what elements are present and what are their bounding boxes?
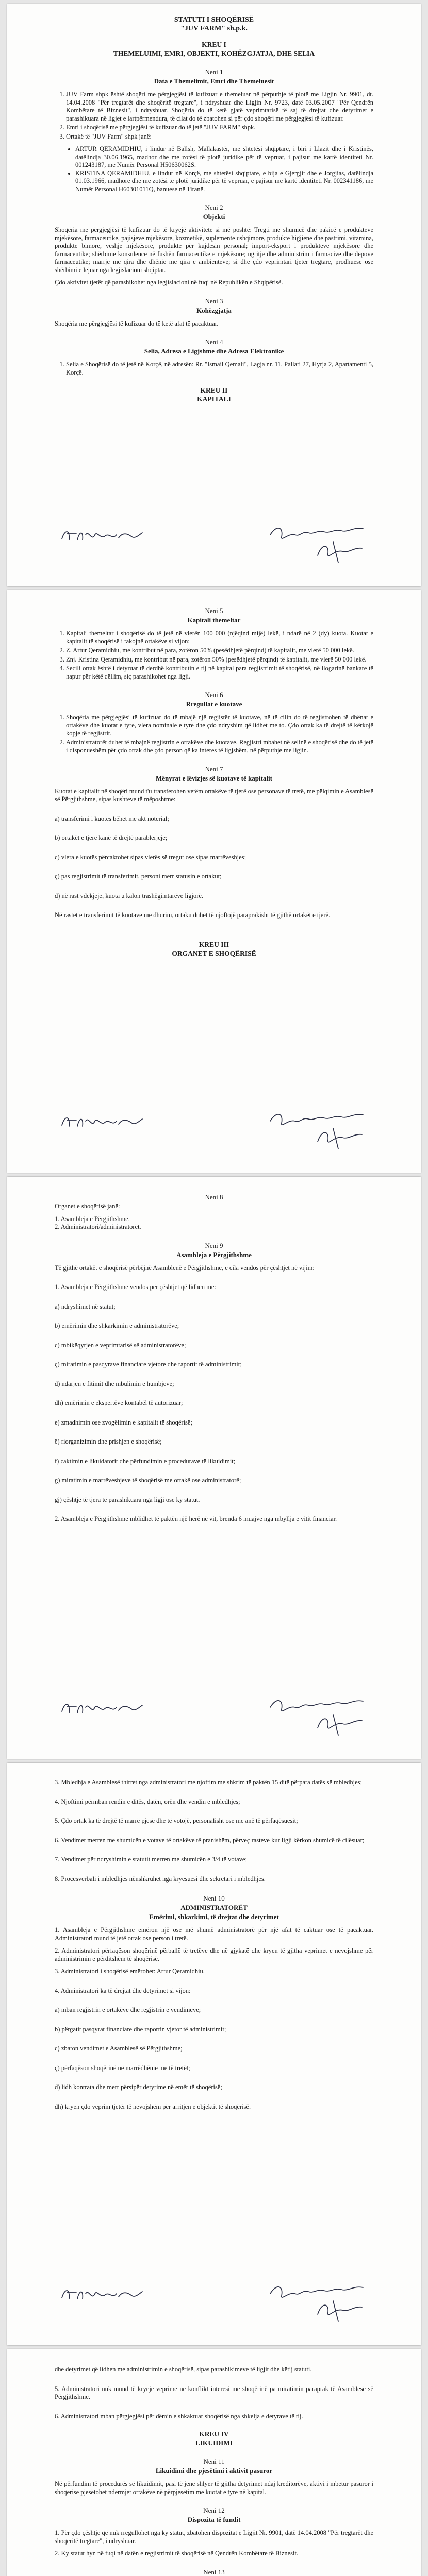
list-item: 2. Administratorët duhet të mbajnë regjistrin e ortakëve dhe kuotave. Regjistri mbahet në selinë e shoqërisë dhe do të jetë i disponueshëm për çdo ortak dhe çdo person që ka interes të ligjshëm, në përputhje me ligjin. <box>66 739 373 755</box>
list-item: a) transferimi i kuotës bëhet me akt noterial; <box>55 815 169 822</box>
article-10-continued-2: 5. Administratori nuk mund të kryejë veprime në konflikt interesi me shoqërinë pa miratimin paraprak të Asamblesë së Përgjithshme. <box>55 2385 373 2400</box>
chapter-2-title: KAPITALI <box>197 395 231 403</box>
article-6-list <box>55 714 373 755</box>
article-9-text-3: 2. Asambleja e Përgjithshme mblidhet të paktën një herë në vit, brenda 6 muajve nga mbyllja e vitit financiar. <box>55 1515 337 1522</box>
article-10-item: 3. Administratori i shoqërisë emërohet: Artur Qeramidhiu. <box>55 1968 205 1975</box>
list-item: • ARTUR QERAMIDHIU, i lindur në Ballsh, Mallakastër, me shtetësi shqiptare, i biri i Llazit dhe i Kristinës, datëlindja 30.06.1965, madhor dhe me zotësi të plotë juridike për të vepruar, i pajisur me kartë identiteti Nr. 001243187, me Numër Personal H50630062S. <box>75 145 373 170</box>
article-1-title: Data e Themelimit, Emri dhe Themeluesit <box>154 77 274 85</box>
article-10-item: 2. Administratori përfaqëson shoqërinë përballë të tretëve dhe në gjykatë dhe kryen të gjitha veprimet e nevojshme për administrimin e përditshëm të shoqërisë. <box>55 1947 373 1962</box>
signature-row <box>59 1692 369 1749</box>
chapter-1-label: KREU I <box>202 41 226 48</box>
list-item: 5. Çdo ortak ka të drejtë të marrë pjesë dhe të votojë, personalisht ose me anë të përfaqësuesit; <box>55 1817 298 1824</box>
list-item: • KRISTINA QERAMIDHIU, e lindur në Korçë, me shtetësi shqiptare, e bija e Gjergjit dhe e Jorgjias, datëlindja 01.03.1966, madhore dhe me zotësi të plotë juridike për të vepruar, e pajisur me kartë identiteti Nr. 002341186, me Numër Personal H60301011Q, banuese në Tiranë. <box>75 170 373 194</box>
list-item: 1. Asambleja e Përgjithshme. <box>55 1215 130 1223</box>
signature-row <box>59 1106 369 1162</box>
document-page-3 <box>7 1177 421 1759</box>
list-item: 2. Z. Artur Qeramidhiu, me kontribut në para, zotëron 50% (pesëdhjetë përqind) të kapitalit, me vlerë 50 000 lekë. <box>66 647 373 655</box>
article-7-text: Kuotat e kapitalit në shoqëri mund t'u transferohen vetëm ortakëve të tjerë ose personave të tretë, me pëlqimin e Asamblesë së Përgjithshme, sipas kushteve të mëposhtme: <box>55 787 373 803</box>
list-item: 4. Secili ortak është i detyruar të derdhë kontributin e tij në kapital para regjistrimit të shoqërisë, në llogarinë bankare të hapur për këtë qëllim, siç parashikohet nga ligji. <box>66 665 373 681</box>
list-item: e) zmadhimin ose zvogëlimin e kapitalit të shoqërisë; <box>55 1418 192 1426</box>
list-item: 1. Selia e Shoqërisë do të jetë në Korçë, në adresën: Rr. "Ismail Qemali", Lagja nr. 11, Pallati 27, Hyrja 2, Apartamenti 5, Korçë. <box>66 361 373 377</box>
article-2-text-2: Çdo aktivitet tjetër që parashikohet nga legjislacioni në fuqi në Republikën e Shqipërisë. <box>55 279 283 286</box>
list-item: dh) kryen çdo veprim tjetër të nevojshëm për arritjen e objektit të shoqërisë. <box>55 2103 251 2110</box>
article-10-continued: dhe detyrimet që lidhen me administrimin e shoqërisë, sipas parashikimeve të ligjit dhe këtij statuti. <box>55 2366 312 2373</box>
list-item: d) ndarjen e fitimit dhe mbulimin e humbjeve; <box>55 1380 174 1387</box>
article-6-number: Neni 6 <box>205 691 223 699</box>
article-9-text-2: 1. Asambleja e Përgjithshme vendos për çështjet që lidhen me: <box>55 1283 216 1291</box>
signature-artur <box>59 1692 146 1723</box>
signature-artur <box>59 519 146 550</box>
list-item: ç) përfaqëson shoqërinë në marrëdhënie me të tretët; <box>55 2064 190 2072</box>
article-7-number: Neni 7 <box>205 765 223 773</box>
article-8-text: Organet e shoqërisë janë: <box>55 1202 120 1210</box>
list-item: d) lidh kontrata dhe merr përsipër detyrime në emër të shoqërisë; <box>55 2083 222 2091</box>
article-13-number: Neni 13 <box>203 2568 225 2576</box>
chapter-2-label: KREU II <box>200 386 228 394</box>
list-item: 2. Emri i shoqërisë me përgjegjësi të kufizuar do të jetë "JUV FARM" shpk. <box>66 124 373 132</box>
signature-row <box>59 2278 369 2335</box>
list-item: c) zbaton vendimet e Asamblesë së Përgjithshme; <box>55 2045 183 2052</box>
article-10-item: 1. Asambleja e Përgjithshme emëron një ose më shumë administratorë për një afat të caktuar ose të pacaktuar. Administratori mund të jetë ortak ose person i tretë. <box>55 1926 373 1942</box>
article-5-list <box>55 630 373 681</box>
document-page-1 <box>7 4 421 586</box>
signature-artur <box>59 1106 146 1137</box>
article-11-text: Në përfundim të procedurës së likuidimit, pasi të jenë shlyer të gjitha detyrimet ndaj kreditorëve, aktivi i mbetur pasuror i shoqërisë pjesëtohet ndërmjet ortakëve në përpjesëtim me kuotat e tyre në kapital. <box>55 2480 373 2496</box>
article-9-text: Të gjithë ortakët e shoqërisë përbëjnë Asamblenë e Përgjithshme, e cila vendos për çështjet në vijim: <box>55 1264 315 1272</box>
list-item: 1. JUV Farm shpk është shoqëri me përgjegjësi të kufizuar e themeluar në përputhje të plotë me Ligjin Nr. 9901, dt. 14.04.2008 "Për tregtarët dhe shoqëritë tregtare", i ndryshuar dhe Ligjin Nr. 9723, datë 03.05.2007 "Për Qendrën Kombëtare të Biznesit", i ndryshuar. Shoqëria do të ketë gjatë veprimtarisë të saj të drejtat dhe detyrimet e parashikuara në ligjet e lartpërmendura, të cilat do të zbatohen si për çdo shoqëri me përgjegjësi të kufizuar. <box>66 91 373 123</box>
list-item: ç) pas regjistrimit të transferimit, personi merr statusin e ortakut; <box>55 873 222 880</box>
list-item: 8. Procesverbali i mbledhjes nënshkruhet nga kryesuesi dhe sekretari i mbledhjes. <box>55 1875 266 1883</box>
signature-kristina <box>266 1692 369 1738</box>
document-page-5 <box>7 2349 421 2576</box>
article-2-title: Objekti <box>203 213 225 221</box>
list-item: 3. Ortakë të "JUV Farm" shpk janë: <box>66 133 373 141</box>
signature-artur <box>59 2278 146 2309</box>
chapter-3-label: KREU III <box>199 940 229 948</box>
article-10-item: 4. Administratori ka të drejtat dhe detyrimet si vijon: <box>55 1987 191 1994</box>
signature-kristina <box>266 2278 369 2325</box>
article-9-title: Asambleja e Përgjithshme <box>176 1250 252 1259</box>
list-item: g) miratimin e marrëveshjeve të shoqërisë me ortakë ose administratorë; <box>55 1477 241 1484</box>
article-3-number: Neni 3 <box>205 297 223 305</box>
list-item: 1. Kapitali themeltar i shoqërisë do të jetë në vlerën 100 000 (njëqind mijë) lekë, i ndarë në 2 (dy) kuota. Kuotat e kapitalit të shoqërisë i takojnë ortakëve si vijon: <box>66 630 373 646</box>
signature-kristina <box>266 1106 369 1152</box>
document-page-4 <box>7 1763 421 2345</box>
list-item: 2. Administratori/administratorët. <box>55 1223 141 1230</box>
list-item: b) përgatit pasqyrat financiare dhe raportin vjetor të administrimit; <box>55 2025 226 2033</box>
article-2-text: Shoqëria me përgjegjësi të kufizuar do të kryejë aktivitete si më poshtë: Tregti me shumicë dhe pakicë e produkteve mjekësore, farmaceutike, pajisjeve mjekësore, kozmetikë, suplemente ushqimore, produkte higjiene dhe pastrimi, vitamina, produkte bimore, veshje mjekësore, produkte për kujdesin personal; import-eksport i produkteve mjekësore dhe farmaceutike; shërbime konsulence në fushën farmaceutike e mjekësore; ngritje dhe administrim i farmacive dhe depove farmaceutike; marrje me qira dhe dhënie me qira e ambienteve; si dhe çdo veprimtari tjetër tregtare, prodhuese ose shërbimi e lejuar nga legjislacioni shqiptar. <box>55 226 373 274</box>
list-item: 7. Vendimet për ndryshimin e statutit merren me shumicën e 3/4 të votave; <box>55 1856 247 1863</box>
article-5-title: Kapitali themeltar <box>187 616 241 624</box>
document-page-2 <box>7 590 421 1173</box>
article-9-number: Neni 9 <box>205 1241 223 1249</box>
article-6-title: Rregullat e kuotave <box>186 700 242 708</box>
article-4-title: Selia, Adresa e Ligjshme dhe Adresa Elektronike <box>144 347 284 355</box>
founders-list <box>55 145 373 193</box>
list-item: f) caktimin e likuidatorit dhe përfundimin e procedurave të likuidimit; <box>55 1457 236 1465</box>
article-12-item: 2. Ky statut hyn në fuqi në datën e regjistrimit të shoqërisë në Qendrën Kombëtare të Biznesit. <box>55 2550 299 2557</box>
chapter-3-title: ORGANET E SHOQËRISË <box>172 949 256 957</box>
signature-kristina <box>266 519 369 566</box>
article-10-continued-3: 6. Administratori mban përgjegjësi për dëmin e shkaktuar shoqërisë nga shkelja e detyrave të tij. <box>55 2412 303 2420</box>
list-item: 4. Njoftimi përmban rendin e ditës, datën, orën dhe vendin e mbledhjes; <box>55 1798 240 1805</box>
article-1-number: Neni 1 <box>205 68 223 76</box>
signature-row <box>59 519 369 576</box>
article-10-subtitle: Emërimi, shkarkimi, të drejtat dhe detyrimet <box>149 1913 279 1921</box>
list-item: a) ndryshimet në statut; <box>55 1302 116 1310</box>
list-item: a) mban regjistrin e ortakëve dhe regjistrin e vendimeve; <box>55 2006 201 2013</box>
article-10-number: Neni 10 <box>203 1894 225 1902</box>
chapter-1-title: THEMELUIMI, EMRI, OBJEKTI, KOHËZGJATJA, DHE SELIA <box>113 49 315 57</box>
chapter-4-label: KREU IV <box>199 2430 229 2438</box>
article-3-title: Kohëzgjatja <box>196 306 232 314</box>
article-3-text: Shoqëria me përgjegjësi të kufizuar do të ketë afat të pacaktuar. <box>55 319 219 327</box>
list-item: c) vlera e kuotës përcaktohet sipas vlerës së tregut ose sipas marrëveshjes; <box>55 853 246 861</box>
chapter-4-title: LIKUIDIMI <box>195 2439 233 2447</box>
article-7-text-2: Në rastet e transferimit të kuotave me dhurim, ortaku duhet të njoftojë paraprakisht të gjithë ortakët e tjerë. <box>55 911 331 919</box>
article-12-number: Neni 12 <box>203 2506 225 2514</box>
article-2-number: Neni 2 <box>205 204 223 211</box>
article-8-number: Neni 8 <box>205 1193 223 1201</box>
statute-title: STATUTI I SHOQËRISË <box>174 16 254 24</box>
list-item: 3. Mbledhja e Asamblesë thirret nga administratori me njoftim me shkrim të paktën 15 ditë përpara datës së mbledhjes; <box>55 1778 363 1786</box>
company-name: "JUV FARM" sh.p.k. <box>180 25 248 32</box>
list-item: 1. Shoqëria me përgjegjësi të kufizuar do të mbajë një regjistër të kuotave, në të cilin do të regjistrohen të dhënat e ortakëve dhe kuotat e tyre, vlera nominale e tyre dhe çdo ndryshim që lidhet me to. Çdo ortak ka të drejtë të kërkojë kopje të regjistrit. <box>66 714 373 738</box>
article-11-title: Likuidimi dhe pjesëtimi i aktivit pasuror <box>155 2467 273 2475</box>
article-7-title: Mënyrat e lëvizjes së kuotave të kapitalit <box>155 774 272 782</box>
article-5-number: Neni 5 <box>205 607 223 615</box>
article-4-number: Neni 4 <box>205 338 223 346</box>
list-item: 6. Vendimet merren me shumicën e votave të ortakëve të pranishëm, përveç rasteve kur ligji kërkon shumicë të cilësuar; <box>55 1836 365 1844</box>
list-item: b) emërimin dhe shkarkimin e administratorëve; <box>55 1322 179 1329</box>
article-11-number: Neni 11 <box>203 2458 225 2465</box>
list-item: b) ortakët e tjerë kanë të drejtë parablerjeje; <box>55 834 168 841</box>
article-10-title: ADMINISTRATORËT <box>180 1904 248 1911</box>
article-1-list <box>55 91 373 141</box>
list-item: 3. Znj. Kristina Qeramidhiu, me kontribut në para, zotëron 50% (pesëdhjetë përqind) të kapitalit, me vlerë 50 000 lekë. <box>66 656 373 664</box>
list-item: ç) miratimin e pasqyrave financiare vjetore dhe raportit të administrimit; <box>55 1361 242 1368</box>
article-12-title: Dispozita të fundit <box>187 2516 241 2523</box>
list-item: dh) emërimin e ekspertëve kontabël të autorizuar; <box>55 1399 183 1406</box>
list-item: c) mbikëqyrjen e veprimtarisë së administratorëve; <box>55 1341 186 1349</box>
list-item: ë) riorganizimin dhe prishjen e shoqërisë; <box>55 1438 162 1445</box>
list-item: gj) çështje të tjera të parashikuara nga ligji ose ky statut. <box>55 1496 200 1503</box>
list-item: d) në rast vdekjeje, kuota u kalon trashëgimtarëve ligjorë. <box>55 892 204 900</box>
article-4-list <box>55 361 373 377</box>
article-12-item: 1. Për çdo çështje që nuk rregullohet nga ky statut, zbatohen dispozitat e Ligjit Nr. 9901, datë 14.04.2008 "Për tregtarët dhe shoqëritë tregtare", i ndryshuar. <box>55 2529 373 2545</box>
